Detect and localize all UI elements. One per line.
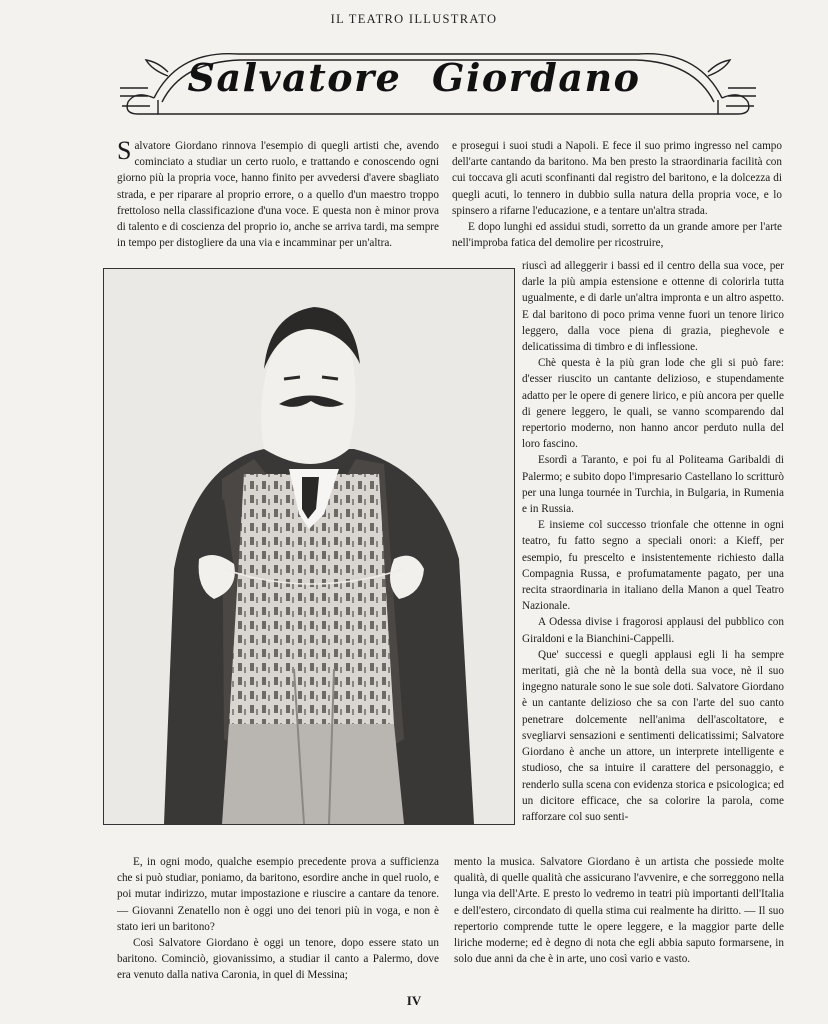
paragraph: E insieme col successo trionfale che ottenne in ogni teatro, fu fatto segno a speciali onori: a Kieff, per esempio, fu prescelto e insistentemente richiesto dalla Compagnia Russa, e profumatamente pagato, per una recita straordinaria in italiano della Manon a quel Teatro Nazionale. xyxy=(522,519,784,613)
bottom-left-column xyxy=(117,854,439,984)
paragraph: Que' successi e quegli applausi egli li ha sempre meritati, già che nè la bontà della sua voce, nè il suo ingegno naturale sono le sue sole doti. Salvatore Giordano è un cantante delizioso che sa con l'arte del suo canto penetrare dolcemente nell'anima dell'ascoltatore, e svegliarvi sensazioni e sentimenti delicatissimi; Salvatore Giordano è anche un attore, un interprete intelligente e studioso, che sa intuire il carattere del personaggio, e renderlo sulla scena con evidenza storica e psicologica; ed un dicitore efficace, che sa colorire la parola, come rafforzare col suo senti- xyxy=(522,648,784,823)
paragraph: Così Salvatore Giordano è oggi un tenore, dopo essere stato un baritono. Cominciò, giovanissimo, a studiar il canto a Palermo, dove era venuto dalla nativa Caronia, in quel di Messina; xyxy=(117,937,439,982)
bottom-right-column xyxy=(454,854,784,967)
paragraph: mento la musica. Salvatore Giordano è un artista che possiede molte qualità, di quelle qualità che assicurano l'avvenire, e che sorreggono nella lunga via dell'Arte. E presto lo vedremo in teatri più importanti dell'Italia e dell'estero, circondato di quella stima cui realmente ha diritto. — Il suo repertorio comprende tutte le opere leggere, e la maggior parte delle liriche moderne; ed è degno di nota che egli abbia saputo formarsene, in solo due anni da che è in arte, uno così vario e vasto. xyxy=(454,856,784,966)
paragraph: e prosegui i suoi studi a Napoli. E fece il suo primo ingresso nel campo dell'arte cantando da baritono. Ma ben presto la straordinaria facilità con cui toccava gli acuti sconfinanti dal registro del baritono, e la dolcezza di quegli acuti, lo tennero in dubbio sulla natura della propria voce, e lo spinsero a rifarne l'educazione, e a tentare un'altra strada. xyxy=(452,140,782,217)
paragraph: E dopo lunghi ed assidui studi, sorretto da un grande amore per l'arte nell'improba fatica del demolire per ricostruire, xyxy=(452,221,782,250)
intro-text: alvatore Giordano rinnova l'esempio di quegli artisti che, avendo cominciato a studiar un certo ruolo, e trattando e conoscendo ogni giorno più la propria voce, hanno finito per avvedersi d'avere sbagliato strada, e per riparare al proprio errore, o a quello d'un maestro troppo frettoloso nella classificazione d'una voce. E questa non è minor prova di talento e di coscienza del proprio io, anche se arriva tardi, ma sempre in tempo per distogliere da una via e incamminar per un'altra. xyxy=(117,140,439,250)
intro-paragraph xyxy=(117,138,439,251)
top-right-column xyxy=(452,138,782,251)
portrait-photo xyxy=(103,268,515,825)
paragraph: A Odessa divise i fragorosi applausi del pubblico con Giraldoni e la Bianchini-Cappelli. xyxy=(522,616,784,645)
right-column xyxy=(522,258,784,825)
running-header: IL TEATRO ILLUSTRATO xyxy=(330,12,498,26)
portrait-illustration xyxy=(104,269,514,824)
article-title: Salvatore Giordano xyxy=(187,55,641,100)
drop-cap: S xyxy=(117,136,132,165)
paragraph: Chè questa è la più gran lode che gli si può fare: d'esser riuscito un cantante delizioso, e stupendamente adatto per le opere di genere lirico, e più ancora per quelle di genere leggero, le quali, se vanno scomparendo dal repertorio moderno, non hanno ancor perduto nulla del loro fascino. xyxy=(522,357,784,451)
paragraph: Esordì a Taranto, e poi fu al Politeama Garibaldi di Palermo; e subito dopo l'impresario Castellano lo scritturò per una lunga tournée in Turchia, in Bulgaria, in Rumenia e in Russia. xyxy=(522,454,784,516)
page-number: IV xyxy=(406,993,422,1008)
paragraph: riuscì ad alleggerir i bassi ed il centro della sua voce, per darle la più ampia estensione e ottenne di colorirla tutta ugualmente, e di darle un'altra impronta e un altro aspetto. E dal baritono di poco prima venne fuori un tenore lirico leggero, dalla voce piena di grazia, pieghevole e delicatissima di timbro e di inflessione. xyxy=(522,260,784,354)
paragraph: E, in ogni modo, qualche esempio precedente prova a sufficienza che si può studiar, poniamo, da baritono, esordire anche in quel ruolo, e poi mutar indirizzo, mutar impostazione e riuscire a cantare da tenore. — Giovanni Zenatello non è oggi uno dei tenori più in voga, e non è stato ieri un baritono? xyxy=(117,856,439,933)
